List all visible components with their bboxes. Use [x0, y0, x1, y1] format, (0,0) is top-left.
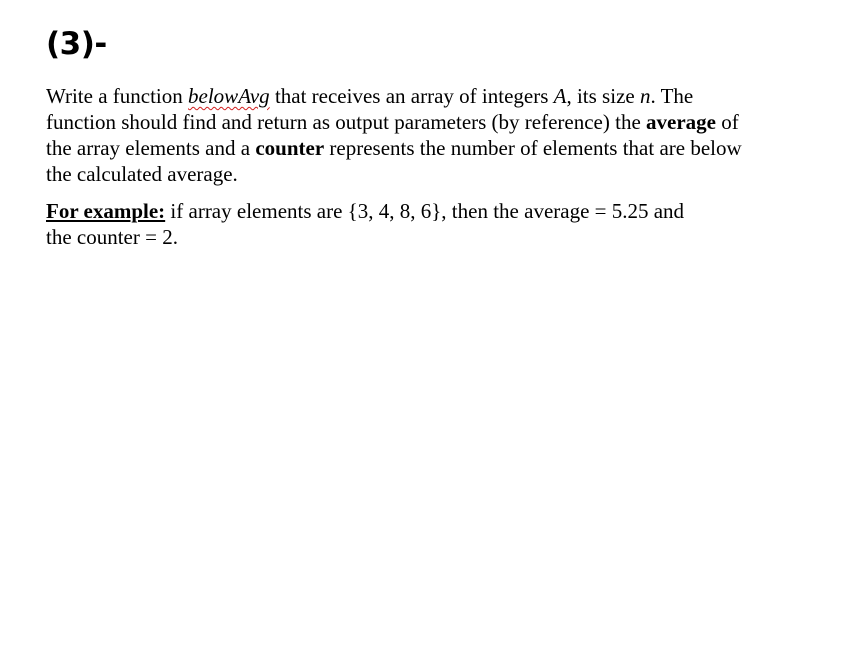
- problem-line-2: [46, 109, 806, 135]
- text-segment: if array elements are {3, 4, 8, 6}, then the average = 5.25 and: [165, 199, 685, 223]
- example-paragraph: [46, 198, 806, 250]
- bold-term-counter: counter: [255, 136, 325, 160]
- problem-line-3: [46, 135, 806, 161]
- text-segment: , its size: [566, 84, 640, 108]
- question-number-heading: (3)-: [46, 26, 107, 62]
- example-line-1: [46, 198, 806, 224]
- problem-line-4: the calculated average.: [46, 162, 238, 186]
- text-segment: the array elements and a: [46, 136, 256, 160]
- text-segment: Write a function: [46, 84, 189, 108]
- text-segment: . The: [650, 84, 694, 108]
- size-variable: n: [639, 84, 651, 108]
- example-label: For example:: [46, 199, 166, 223]
- array-variable: A: [553, 84, 567, 108]
- text-segment: that receives an array of integers: [269, 84, 554, 108]
- text-segment: of: [716, 110, 739, 134]
- text-segment: function should find and return as output parameters (by reference) the: [46, 110, 647, 134]
- function-name[interactable]: belowAvg: [188, 84, 270, 108]
- problem-line-1: [46, 83, 806, 109]
- bold-term-average: average: [646, 110, 716, 134]
- problem-statement: [46, 83, 806, 187]
- example-line-2: the counter = 2.: [46, 225, 178, 249]
- text-segment: represents the number of elements that are below: [324, 136, 742, 160]
